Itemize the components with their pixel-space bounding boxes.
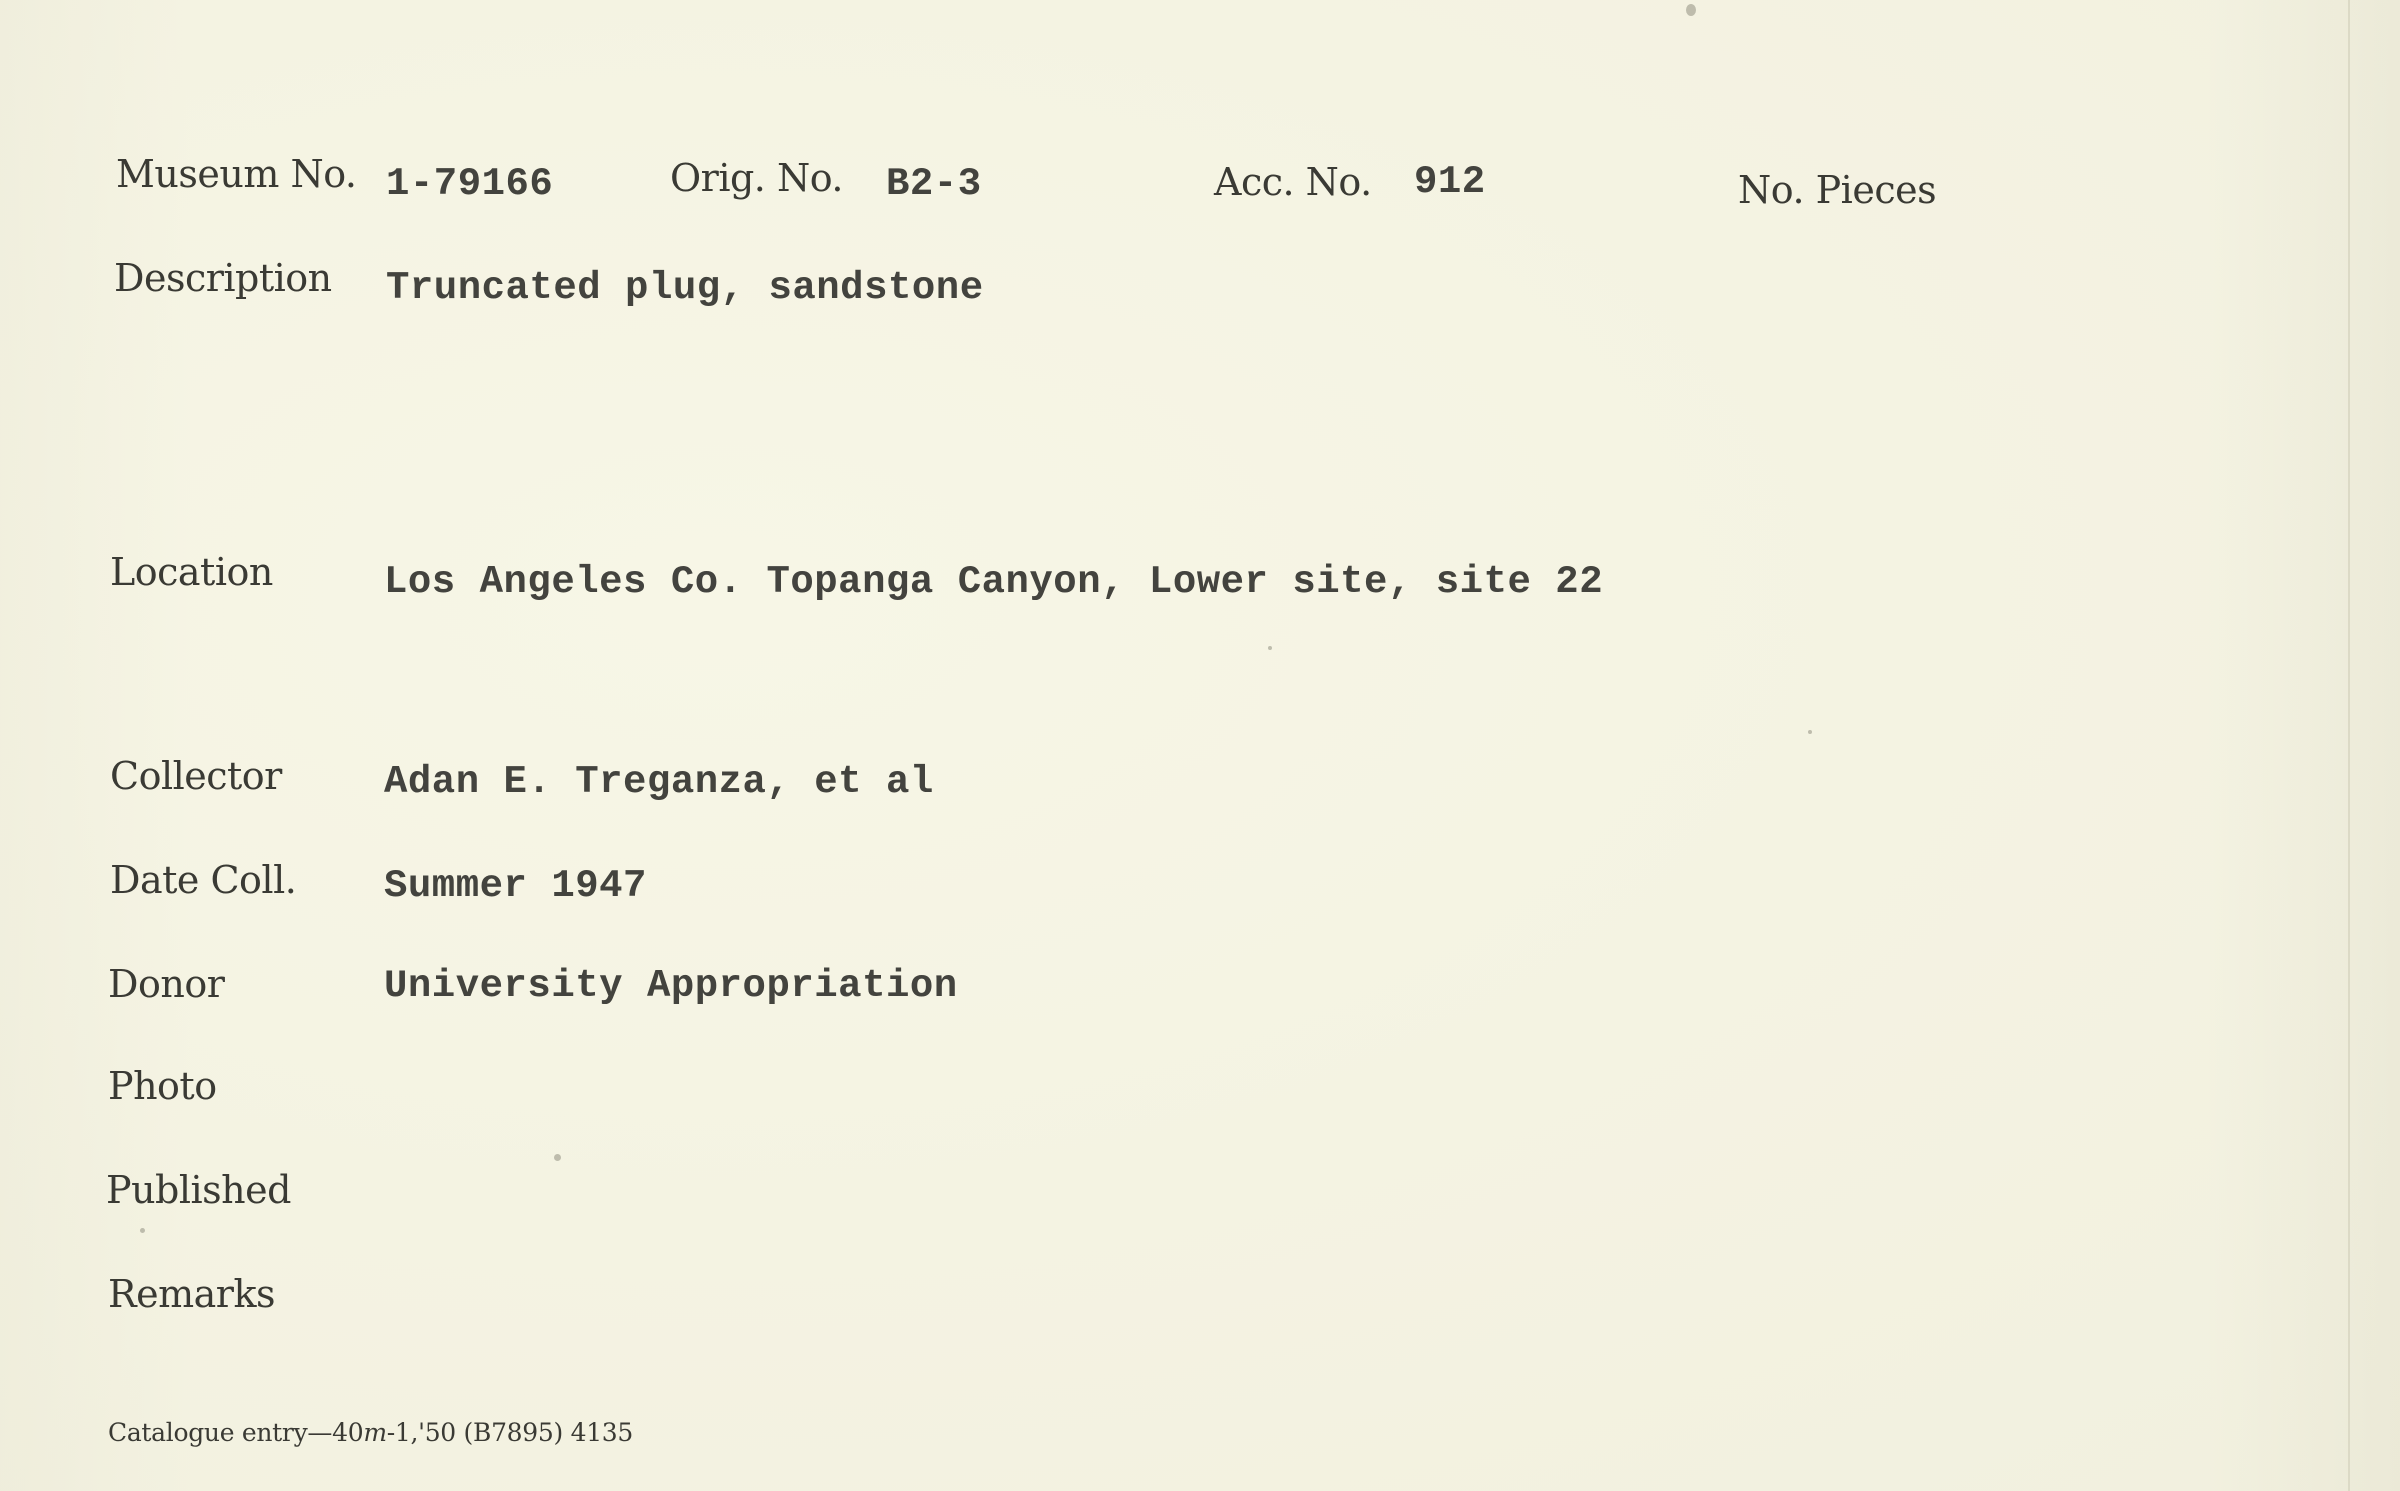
published-label: Published xyxy=(106,1168,291,1212)
paper-speck xyxy=(140,1228,145,1233)
remarks-label: Remarks xyxy=(108,1272,275,1316)
acc-no-value: 912 xyxy=(1414,160,1486,204)
location-value: Los Angeles Co. Topanga Canyon, Lower site, site 22 xyxy=(384,560,1604,604)
location-label: Location xyxy=(110,550,273,594)
footer-suffix: -1,'50 (B7895) 4135 xyxy=(386,1418,634,1447)
museum-no-value: 1-79166 xyxy=(386,162,554,206)
collector-label: Collector xyxy=(110,754,282,798)
date-coll-label: Date Coll. xyxy=(110,858,297,902)
description-label: Description xyxy=(114,256,332,300)
footer-prefix: Catalogue entry—40 xyxy=(108,1418,364,1447)
paper-speck xyxy=(1808,730,1812,734)
acc-no-label: Acc. No. xyxy=(1214,160,1372,204)
donor-value: University Appropriation xyxy=(384,964,958,1008)
no-pieces-label: No. Pieces xyxy=(1738,168,1937,212)
footer-italic: m xyxy=(363,1418,387,1447)
orig-no-label: Orig. No. xyxy=(670,156,843,200)
museum-no-label: Museum No. xyxy=(116,152,357,196)
paper-speck xyxy=(1686,4,1696,16)
card-edge-line xyxy=(2348,0,2350,1491)
catalogue-footer xyxy=(108,1418,633,1447)
date-coll-value: Summer 1947 xyxy=(384,864,647,908)
paper-speck xyxy=(1268,646,1272,650)
orig-no-value: B2-3 xyxy=(886,162,982,206)
collector-value: Adan E. Treganza, et al xyxy=(384,760,934,804)
paper-speck xyxy=(554,1154,561,1161)
description-value: Truncated plug, sandstone xyxy=(386,266,984,310)
photo-label: Photo xyxy=(108,1064,217,1108)
donor-label: Donor xyxy=(108,962,225,1006)
